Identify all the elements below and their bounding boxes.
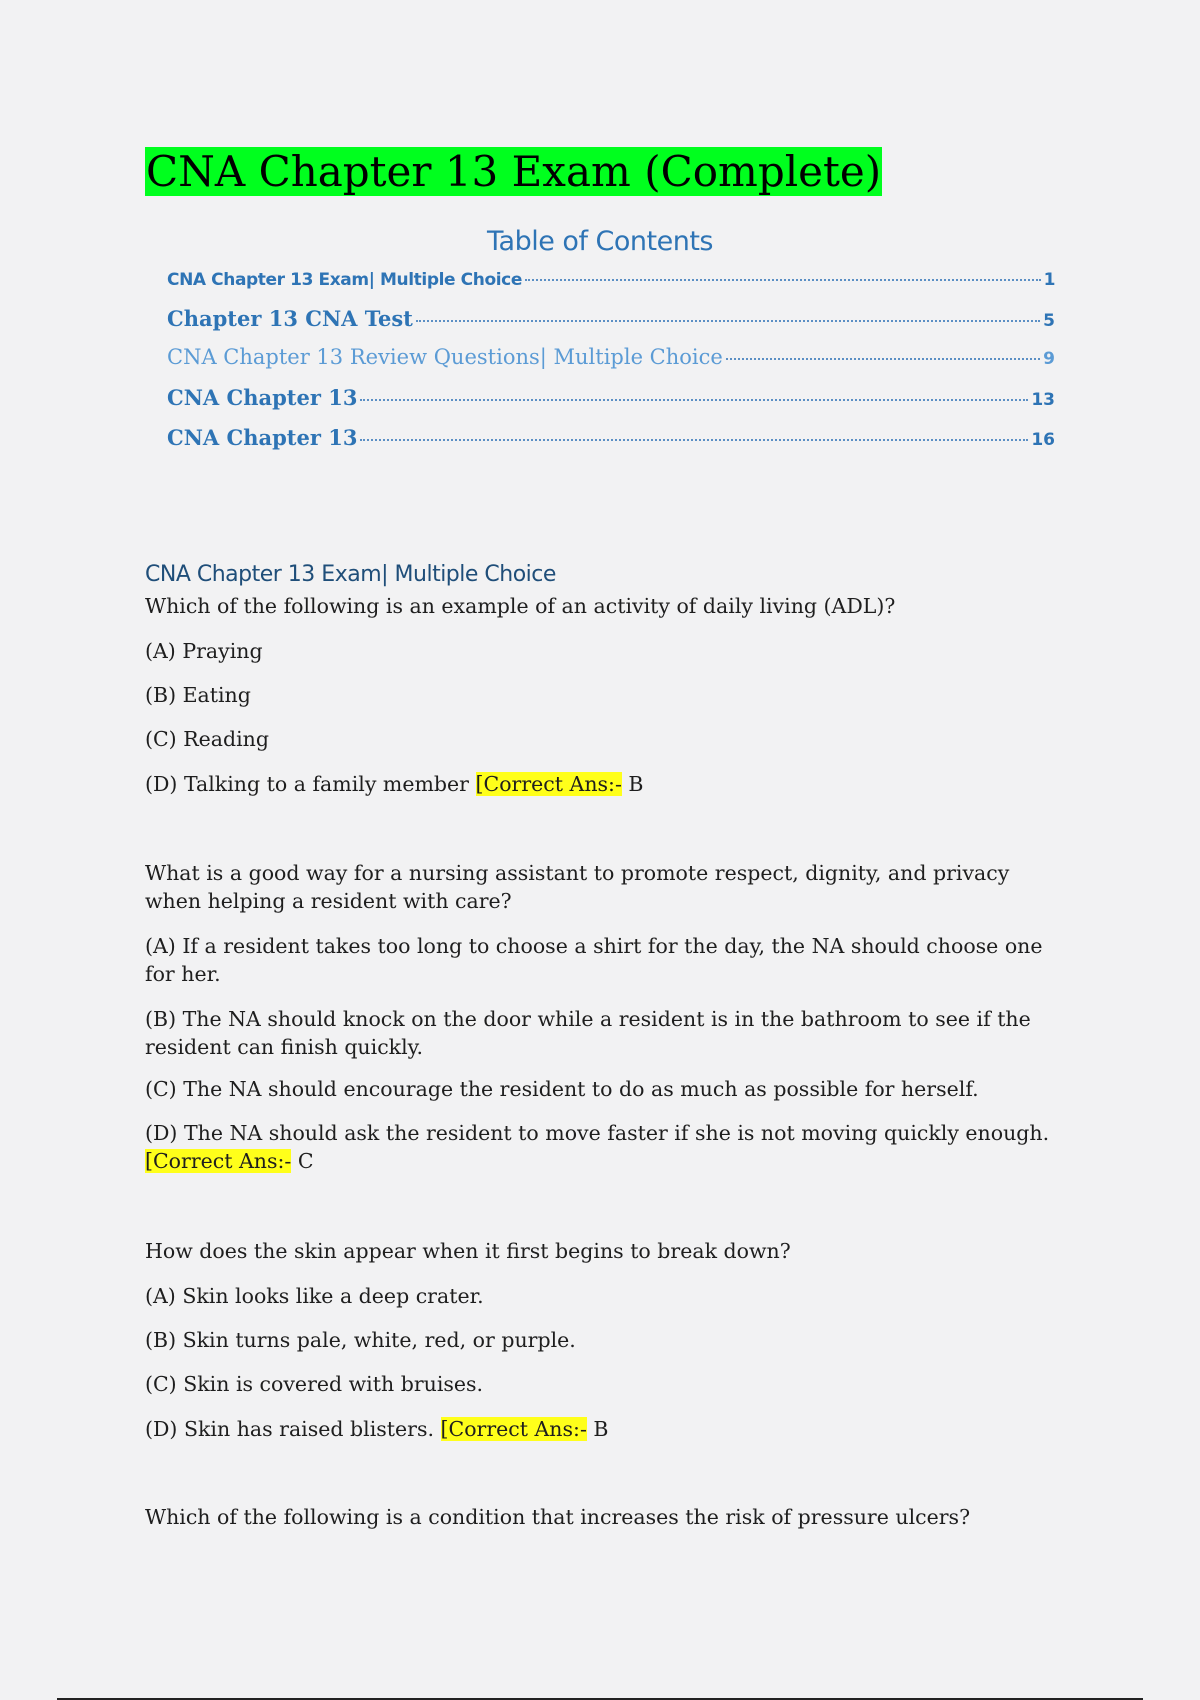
toc-leader-dots [416,320,1040,322]
question-1-option-d [145,770,1070,798]
toc-leader-dots [726,358,1040,360]
question-1-prompt: Which of the following is an example of an activity of daily living (ADL)? [145,594,896,618]
toc-entry-page: 1 [1043,270,1055,290]
option-text: (D) Skin has raised blisters. [145,1417,434,1441]
correct-answer-label: [Correct Ans:- [440,1417,587,1441]
toc-entry-5[interactable] [167,425,1055,450]
question-3-option-c: (C) Skin is covered with bruises. [145,1372,484,1396]
correct-answer-label: [Correct Ans:- [145,1149,292,1173]
toc-entry-2[interactable] [167,306,1055,331]
toc-entry-label: CNA Chapter 13 Exam| Multiple Choice [167,270,522,290]
question-2-option-a: (A) If a resident takes too long to choose a shirt for the day, the NA should choose one for her. [145,934,1043,986]
question-3-option-b: (B) Skin turns pale, white, red, or purple. [145,1328,576,1352]
question-3-option-a: (A) Skin looks like a deep crater. [145,1284,484,1308]
correct-answer-label: [Correct Ans:- [475,772,622,796]
toc-entry-label: CNA Chapter 13 [167,425,358,450]
toc-entry-page: 16 [1031,430,1055,450]
section-heading: CNA Chapter 13 Exam| Multiple Choice [145,562,556,587]
correct-answer-value: C [297,1149,314,1173]
toc-entry-label: Chapter 13 CNA Test [167,306,413,331]
question-1-option-b: (B) Eating [145,683,251,707]
toc-entry-page: 9 [1043,349,1055,369]
option-text: (D) Talking to a family member [145,772,469,796]
correct-answer-value: B [593,1417,609,1441]
question-2-option-c: (C) The NA should encourage the resident to do as much as possible for herself. [145,1077,979,1101]
correct-answer-value: B [628,772,644,796]
question-2-option-d [145,1119,1070,1175]
question-3-prompt: How does the skin appear when it first begins to break down? [145,1239,791,1263]
question-4-prompt: Which of the following is a condition that increases the risk of pressure ulcers? [145,1505,971,1529]
toc-entry-page: 5 [1043,311,1055,331]
toc-heading: Table of Contents [487,226,713,257]
question-3-option-d [145,1415,1070,1443]
toc-entry-3[interactable] [167,345,1055,369]
toc-entry-label: CNA Chapter 13 Review Questions| Multiple Choice [167,345,723,369]
question-1-option-a: (A) Praying [145,639,263,663]
toc-entry-1[interactable] [167,270,1055,290]
toc-leader-dots [360,439,1028,441]
toc-entry-4[interactable] [167,385,1055,410]
toc-entry-page: 13 [1031,390,1055,410]
document-title-text: CNA Chapter 13 Exam (Complete) [146,147,882,196]
question-1-option-c: (C) Reading [145,727,269,751]
toc-leader-dots [525,279,1041,281]
question-2-prompt: What is a good way for a nursing assistant to promote respect, dignity, and privacy when helping a resident with care? [145,861,1010,913]
toc-leader-dots [360,399,1028,401]
toc-entry-label: CNA Chapter 13 [167,385,358,410]
option-text: (D) The NA should ask the resident to move faster if she is not moving quickly enough. [145,1121,1050,1145]
document-title [145,145,882,199]
question-2-option-b: (B) The NA should knock on the door while a resident is in the bathroom to see if the resident can finish quickly. [145,1007,1031,1059]
